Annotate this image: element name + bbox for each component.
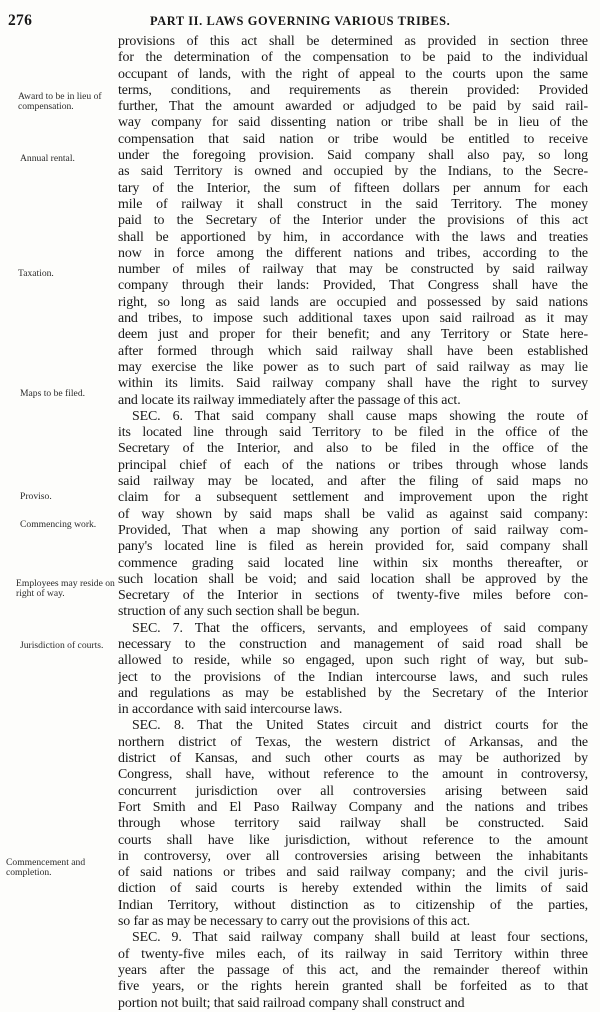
body-line: right, so long as said lands are occupied and possessed by said nations (118, 294, 588, 310)
body-text (118, 34, 588, 1012)
margin-note-annual-rental: Annual rental. (20, 153, 75, 164)
body-line: principal chief of each of the nations or tribes through whose lands (118, 457, 588, 473)
body-line: diction of said courts is hereby extended within the limits of said (118, 881, 588, 897)
body-line: of said nations or tribes and said railway company; and the civil juris- (118, 865, 588, 881)
body-line: terms, conditions, and requirements as therein provided: Provided (118, 82, 588, 98)
body-line: courts shall have like jurisdiction, without reference to the amount (118, 832, 588, 848)
body-line: in accordance with said intercourse laws. (118, 702, 343, 718)
body-line: in controversy, over all controversies arising between the inhabitants (118, 848, 588, 864)
body-line: through whose territory said railway shall be constructed. Said (118, 816, 588, 832)
body-line: now in force among the different nations and tribes, according to the (118, 245, 588, 261)
body-line: provisions of this act shall be determined as provided in section three (118, 34, 588, 49)
body-line: and regulations as may be established by the Secretary of the Interior (118, 685, 588, 701)
body-line: compensation that said nation or tribe would be entitled to receive (118, 131, 588, 147)
body-line: and tribes, to impose such additional taxes upon said railroad as it may (118, 311, 588, 327)
body-line: northern district of Texas, the western district of Arkansas, and the (118, 734, 588, 750)
page-number: 276 (8, 12, 33, 29)
margin-note-proviso: Proviso. (20, 491, 52, 502)
body-line: SEC. 7. That the officers, servants, and employees of said company (132, 620, 588, 636)
body-line: SEC. 8. That the United States circuit and district courts for the (132, 718, 588, 734)
body-line: claim for a subsequent settlement and improvement upon the right (118, 490, 588, 506)
body-line: so far as may be necessary to carry out the provisions of this act. (118, 914, 471, 930)
body-line: pany's located line is filed as herein provided for, said company shall (118, 539, 588, 555)
body-line: five years, or the rights herein granted shall be forfeited as to that (118, 979, 588, 995)
body-line: tary of the Interior, the sum of fifteen dollars per annum for each (118, 180, 588, 196)
body-line: said railway may be located, and after the filing of said maps no (118, 474, 588, 490)
body-line: may exercise the like power as to such part of said railway as may lie (118, 359, 588, 375)
margin-note-employees: Employees may reside on right of way. (16, 578, 115, 599)
body-line: Indian Territory, without distinction as to citizenship of the parties, (118, 897, 588, 913)
body-line: and locate its railway immediately after the passage of this act. (118, 392, 461, 408)
body-line: such location shall be void; and said location shall be approved by the (118, 571, 588, 587)
body-line: allowed to reside, while so engaged, upon such right of way, but sub- (118, 653, 588, 669)
running-head: PART II. LAWS GOVERNING VARIOUS TRIBES. (150, 14, 451, 28)
body-line: further, That the amount awarded or adjudged to be paid by said rail- (118, 99, 588, 115)
body-line: after formed through which said railway shall have been established (118, 343, 588, 359)
body-line: of twenty-five miles each, of its railway in said Territory within three (118, 946, 588, 962)
body-line: years after the passage of this act, and the remainder thereof within (118, 962, 588, 978)
body-line: SEC. 6. That said company shall cause maps showing the route of (132, 408, 588, 424)
body-line: way company for said dissenting nation or tribe shall be in lieu of the (118, 115, 588, 131)
body-line: mile of railway it shall construct in the said Territory. The money (118, 196, 588, 212)
body-line: SEC. 9. That said railway company shall build at least four sections, (132, 930, 588, 946)
body-line: as said Territory is owned and occupied by the Indians, to the Secre- (118, 164, 588, 180)
body-line: commence grading said located line within six months thereafter, or (118, 555, 588, 571)
body-line: paid to the Secretary of the Interior under the provisions of this act (118, 213, 588, 229)
margin-note-commencement: Commencement and completion. (6, 857, 86, 878)
body-line: concurrent jurisdiction over all controversies arising between said (118, 783, 588, 799)
margin-note-commencing-work: Commencing work. (20, 519, 97, 530)
body-line: Provided, That when a map showing any portion of said railway com- (118, 522, 588, 538)
body-line: Secretary of the Interior in sections of twenty-five miles before con- (118, 588, 588, 604)
page-header (0, 10, 600, 32)
body-line: Congress, shall have, without reference to the amount in controversy, (118, 767, 588, 783)
body-line: its located line through said Territory to be filed in the office of the (118, 425, 588, 441)
body-line: for the determination of the compensation to be paid to the individual (118, 50, 588, 66)
body-line: struction of any such section shall be begun. (118, 604, 360, 620)
body-line: portion not built; that said railroad company shall construct and (118, 995, 465, 1011)
body-line: number of miles of railway that may be constructed by said railway (118, 262, 588, 278)
body-line: district of Kansas, and such other courts as may be authorized by (118, 751, 588, 767)
body-line: of way shown by said maps shall be valid as against said company: (118, 506, 588, 522)
body-line: within its limits. Said railway company shall have the right to survey (118, 376, 588, 392)
body-line: under the foregoing provision. Said company shall also pay, so long (118, 148, 588, 164)
body-line: shall be apportioned by him, in accordance with the laws and treaties (118, 229, 588, 245)
body-line: occupant of lands, with the right of appeal to the courts upon the same (118, 66, 588, 82)
body-line: Secretary of the Interior, and also to be filed in the office of the (118, 441, 588, 457)
body-line: necessary to the construction and management of said road shall be (118, 636, 588, 652)
body-line: ject to the provisions of the Indian intercourse laws, and such rules (118, 669, 588, 685)
body-line: company through their lands: Provided, That Congress shall have the (118, 278, 588, 294)
body-line: deem just and proper for their benefit; and any Territory or State here- (118, 327, 588, 343)
margin-note-award: Award to be in lieu of compensation. (18, 91, 102, 112)
margin-note-taxation: Taxation. (18, 268, 54, 279)
margin-note-jurisdiction: Jurisdiction of courts. (20, 640, 104, 651)
body-line: Fort Smith and El Paso Railway Company and the nations and tribes (118, 799, 588, 815)
margin-note-maps: Maps to be filed. (20, 388, 86, 399)
